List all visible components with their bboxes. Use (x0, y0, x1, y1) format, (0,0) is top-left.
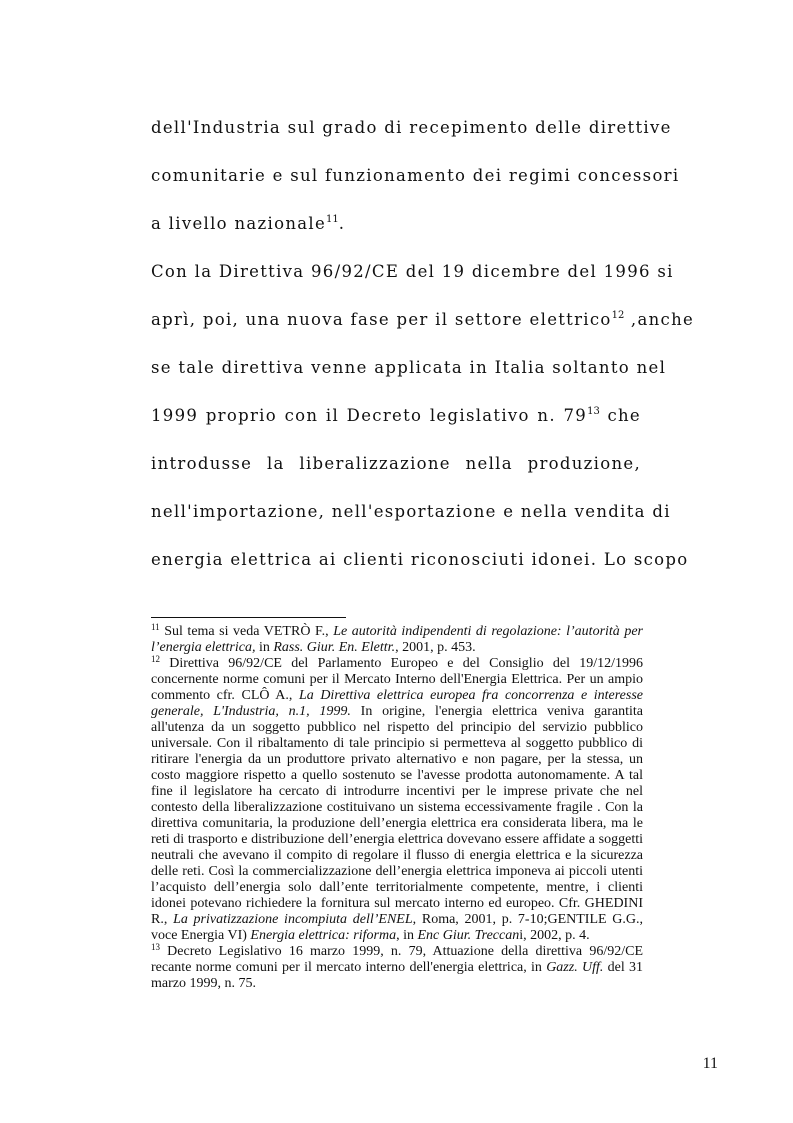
footnote-ref-11: 11 (326, 214, 339, 225)
footnote-ref-13: 13 (587, 406, 600, 417)
footnote-title: La Direttiva elettrica europea fra concorrenza e interesse generale, L'Industria, n.1, 1999. (151, 688, 643, 719)
footnote-text: del 31 marzo 1999, n. 75. (151, 960, 644, 991)
page-number: 11 (702, 1055, 718, 1072)
footnote-text: , in (396, 928, 418, 943)
body-text: aprì, poi, una nuova fase per il settore elettrico (151, 310, 612, 329)
footnote-title: Energia elettrica: riforma (250, 928, 397, 943)
footnote-journal: Rass. Giur. En. Elettr. (273, 640, 396, 655)
body-text: se tale direttiva venne applicata in Italia soltanto nel (151, 358, 667, 377)
footnote-text: In origine, l'energia elettrica veniva garantita all'utenza da un soggetto pubblico nel rispetto del principio del servizio pubblico universale. Con il ribaltamento di tale principio si permetteva al soggetto pubblico di ritirare l'energia da un produttore privato alternativo e non pagare, per la stessa, un costo maggiore rispetto a quello sostenuto se l'avesse prodotta autonomamente. A tal fine il legislatore ha cercato di introdurre incentivi per le imprese private che nel contesto della liberalizzazione costituivano un sistema eccessivamente fragile . Con la direttiva comunitaria, la produzione dell’energia elettrica era considerata libera, ma le reti di trasporto e distribuzione dell’energia elettrica dovevano essere affidate a soggetti neutrali che avevano il compito di regolare il flusso di energia elettrica e la sicurezza delle reti. Così la commercializzazione dell’energia elettrica imponeva ai piccoli utenti l’acquisto dell’energia solo dall’ente territorialmente competente, mentre, i clienti idonei potevano richiedere la fornitura sul mercato interno ed europeo. Cfr. GHEDINI R., (151, 704, 643, 927)
footnote-text: in (255, 640, 274, 655)
footnote-text: Decreto Legislativo 16 marzo 1999, n. 79, Attuazione della direttiva 96/92/CE recante norme comuni per il mercato interno dell'energia elettrica, in (151, 944, 643, 975)
body-text: 1999 proprio con il Decreto legislativo n. 79 (151, 406, 588, 425)
footnote-title: Enc Giur. Treccan (417, 928, 520, 943)
body-line-5 (151, 310, 695, 330)
body-text: che (599, 406, 641, 425)
footnotes (151, 624, 643, 992)
footnote-separator (151, 617, 346, 618)
footnote-title: Le autorità indipendenti di regolazione: l’autorità per l’energia elettrica, (151, 624, 643, 655)
body-text: introdusse la liberalizzazione nella produzione, (151, 454, 641, 473)
body-line-9 (151, 502, 671, 522)
body-line-4 (151, 262, 674, 282)
body-line-8 (151, 454, 641, 474)
body-line-3 (151, 214, 641, 234)
footnote-title: La privatizzazione incompiuta dell’ENEL (173, 912, 413, 927)
footnote-text: i, 2002, p. 4. (519, 928, 590, 943)
footnote-text: Direttiva 96/92/CE del Parlamento Europeo e del Consiglio del 19/12/1996 concernente norme comuni per il Mercato Interno dell'Energia Elettrica. Per un ampio commento cfr. CLÔ A., (151, 656, 643, 703)
body-line-2 (151, 166, 680, 186)
body-line-10 (151, 550, 689, 570)
body-text: nell'importazione, nell'esportazione e nella vendita di (151, 502, 671, 521)
footnote-text: Sul tema si veda VETRÒ F., (159, 624, 334, 639)
footnote-text: , Roma, 2001, p. 7-10;GENTILE G.G., voce Energia VI) (151, 912, 643, 943)
footnote-12 (151, 656, 643, 944)
body-text: comunitarie e sul funzionamento dei regimi concessori (151, 166, 680, 185)
footnote-ref-12: 12 (611, 310, 625, 321)
footnote-11 (151, 624, 643, 656)
footnote-number: 13 (151, 942, 160, 952)
body-text: Con la Direttiva 96/92/CE del 19 dicembre del 1996 si (151, 262, 674, 281)
footnote-number: 11 (151, 622, 160, 632)
body-text: energia elettrica ai clienti riconosciuti idonei. Lo scopo (151, 550, 689, 569)
body-line-6 (151, 358, 667, 378)
footnote-text: , 2001, p. 453. (395, 640, 476, 655)
footnote-number: 12 (151, 654, 160, 664)
body-text: a livello nazionale (151, 214, 327, 233)
body-text: ,anche (624, 310, 695, 329)
body-text: . (338, 214, 346, 233)
body-text: dell'Industria sul grado di recepimento delle direttive (151, 118, 672, 137)
footnote-journal: Gazz. Uff. (546, 960, 604, 975)
body-line-1 (151, 118, 672, 138)
body-line-7 (151, 406, 641, 426)
footnote-13 (151, 944, 643, 992)
